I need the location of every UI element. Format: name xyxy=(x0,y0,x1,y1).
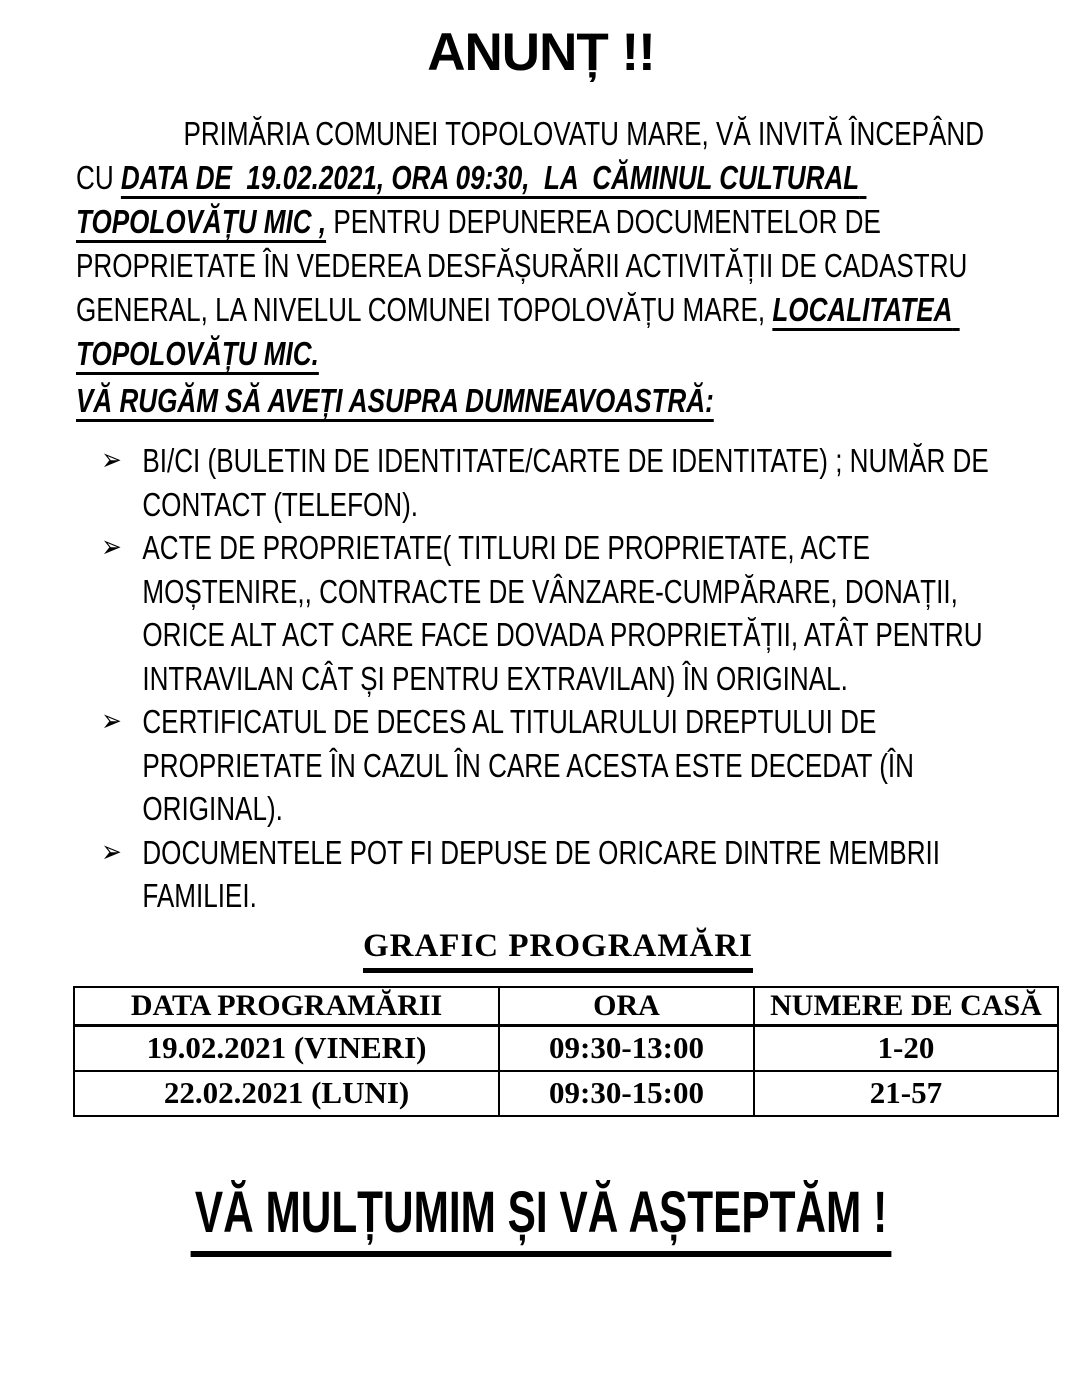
intro-text-1: PRIMĂRIA COMUNEI TOPOLOVATU MARE, VĂ INVITĂ ÎNCEPÂND CU xyxy=(76,115,992,196)
cell-date: 22.02.2021 (LUNI) xyxy=(74,1071,499,1116)
schedule-table-body xyxy=(74,1026,1058,1116)
arrow-bullet-icon: ➢ xyxy=(101,703,122,739)
column-header-house-numbers: NUMERE DE CASĂ xyxy=(754,987,1058,1026)
table-row-monday xyxy=(74,1071,1058,1116)
cell-house-numbers: 21-57 xyxy=(754,1071,1058,1116)
column-header-hour: ORA xyxy=(499,987,754,1026)
thank-you-note xyxy=(76,1181,1006,1257)
header-row xyxy=(74,987,1058,1026)
requirement-item-family-members xyxy=(76,831,1006,918)
intro-text-2: PENTRU DEPUNEREA DOCUMENTELOR DE PROPRIETATE ÎN VEDEREA DESFĂȘURĂRII ACTIVITĂȚII DE CADASTRU GENERAL, LA NIVELUL COMUNEI TOPOLOVĂȚU MARE, xyxy=(76,203,975,328)
cell-hour: 09:30-13:00 xyxy=(499,1026,754,1071)
schedule-table xyxy=(73,986,1059,1117)
intro-highlight-locality: LOCALITATEA TOPOLOVĂȚU MIC. xyxy=(76,291,960,372)
intro-highlight-date-location: DATA DE 19.02.2021, ORA 09:30, LA CĂMINUL CULTURAL TOPOLOVĂȚU MIC , xyxy=(76,159,867,240)
schedule-heading-row xyxy=(76,928,1006,973)
table-row-friday xyxy=(74,1026,1058,1071)
cell-hour: 09:30-15:00 xyxy=(499,1071,754,1116)
footer-row xyxy=(76,1181,1006,1257)
arrow-bullet-icon: ➢ xyxy=(101,442,122,478)
cell-house-numbers: 1-20 xyxy=(754,1026,1058,1071)
thank-you-text: VĂ MULȚUMIM ȘI VĂ AȘTEPTĂM ! xyxy=(191,1181,892,1257)
arrow-bullet-icon: ➢ xyxy=(101,529,122,565)
schedule-table-header xyxy=(74,987,1058,1026)
arrow-bullet-icon: ➢ xyxy=(101,833,122,870)
requirements-heading: VĂ RUGĂM SĂ AVEȚI ASUPRA DUMNEAVOASTRĂ: xyxy=(76,382,714,419)
page-content xyxy=(0,20,1082,1257)
requirement-item-property-acts xyxy=(76,526,1006,700)
requirement-text: CERTIFICATUL DE DECES AL TITULARULUI DREPTULUI DE PROPRIETATE ÎN CAZUL ÎN CARE ACESTA ESTE DECEDAT (ÎN ORIGINAL). xyxy=(142,703,914,827)
requirement-text: BI/CI (BULETIN DE IDENTITATE/CARTE DE IDENTITATE) ; NUMĂR DE CONTACT (TELEFON). xyxy=(142,442,989,523)
cell-date: 19.02.2021 (VINERI) xyxy=(74,1026,499,1071)
requirement-item-id-card xyxy=(76,439,1006,526)
requirements-list xyxy=(76,439,1006,918)
column-header-date: DATA PROGRAMĂRII xyxy=(74,987,499,1026)
schedule-heading: GRAFIC PROGRAMĂRI xyxy=(363,928,753,973)
requirement-text: DOCUMENTELE POT FI DEPUSE DE ORICARE DINTRE MEMBRII FAMILIEI. xyxy=(142,833,941,914)
intro-paragraph xyxy=(76,112,1006,376)
announcement-title: ANUNȚ !! xyxy=(427,23,655,82)
requirement-text: ACTE DE PROPRIETATE( TITLURI DE PROPRIETATE, ACTE MOȘTENIRE,, CONTRACTE DE VÂNZARE-CUMPĂRARE, DONAȚII, ORICE ALT ACT CARE FACE DOVADA PROPRIETĂȚII, ATÂT PENTRU INTRAVILAN CÂT ȘI PENTRU EXTRAVILAN) ÎN ORIGINAL. xyxy=(142,529,983,697)
requirement-item-death-certificate xyxy=(76,700,1006,831)
